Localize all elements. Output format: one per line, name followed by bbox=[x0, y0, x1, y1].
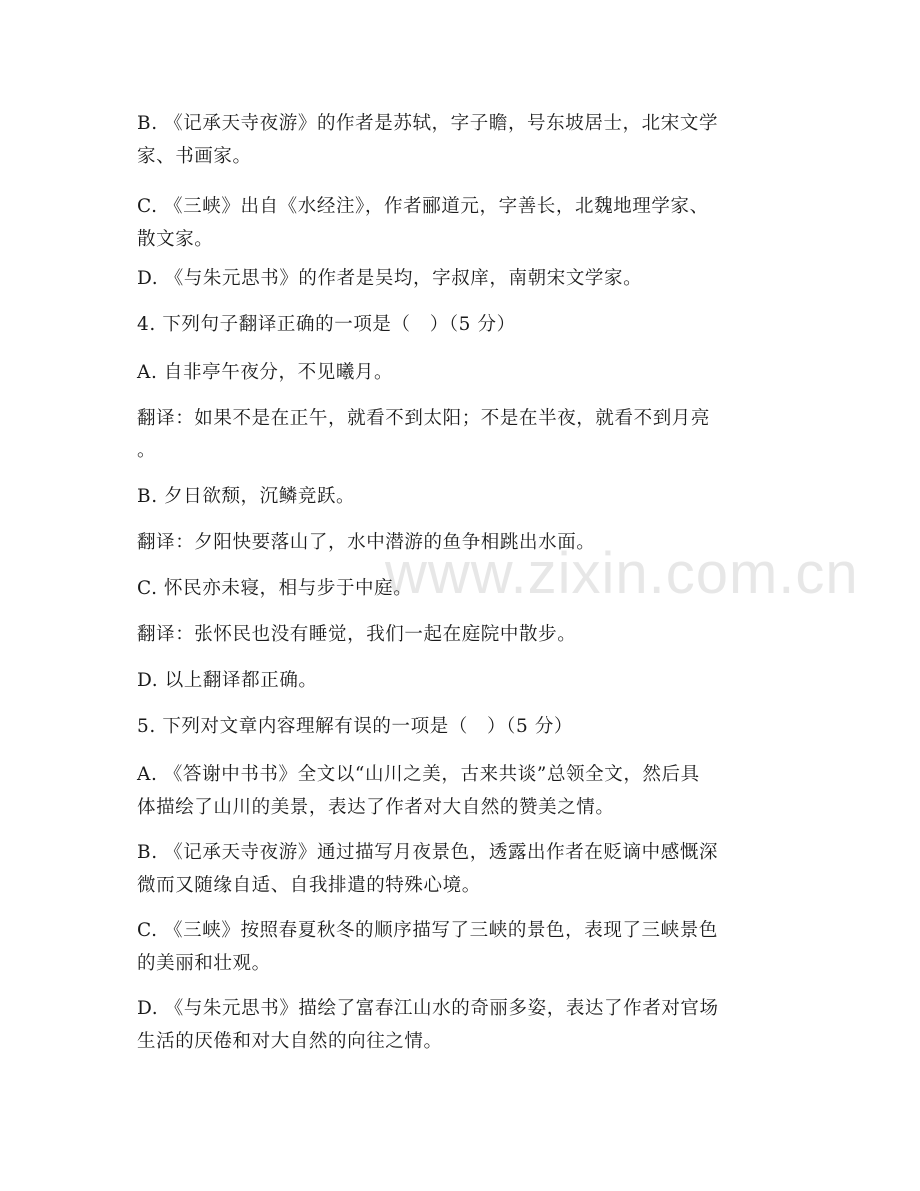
q4-translation-c: 翻译：张怀民也没有睡觉，我们一起在庭院中散步。 bbox=[137, 624, 577, 645]
option-c-line-1: C. 《三峡》出自《水经注》，作者郦道元，字善长，北魏地理学家、 bbox=[137, 196, 709, 217]
question-5-title: 5. 下列对文章内容理解有误的一项是（ ）（5 分） bbox=[137, 716, 574, 737]
q5-option-b-line-1: B. 《记承天寺夜游》通过描写月夜景色，透露出作者在贬谪中感慨深 bbox=[137, 842, 719, 863]
q5-option-d-line-1: D. 《与朱元思书》描绘了富春江山水的奇丽多姿，表达了作者对官场 bbox=[137, 998, 719, 1019]
q4-translation-b: 翻译：夕阳快要落山了，水中潜游的鱼争相跳出水面。 bbox=[137, 532, 596, 553]
q4-option-c: C. 怀民亦未寝，相与步于中庭。 bbox=[137, 578, 413, 599]
option-b-line-2: 家、书画家。 bbox=[137, 146, 252, 167]
q4-option-a: A. 自非亭午夜分，不见曦月。 bbox=[137, 362, 394, 383]
option-d-line: D. 《与朱元思书》的作者是吴均，字叔庠，南朝宋文学家。 bbox=[137, 268, 643, 289]
q5-option-a-line-1: A. 《答谢中书书》全文以“山川之美，古来共谈”总领全文，然后具 bbox=[137, 764, 700, 785]
q5-option-a-line-2: 体描绘了山川的美景，表达了作者对大自然的赞美之情。 bbox=[137, 797, 615, 818]
q5-option-c-line-1: C. 《三峡》按照春夏秋冬的顺序描写了三峡的景色，表现了三峡景色 bbox=[137, 920, 718, 941]
question-4-title: 4. 下列句子翻译正确的一项是（ ）（5 分） bbox=[137, 314, 516, 335]
q4-option-b: B. 夕日欲颓，沉鳞竞跃。 bbox=[137, 486, 356, 507]
option-b-line-1: B. 《记承天寺夜游》的作者是苏轼，字子瞻，号东坡居士，北宋文学 bbox=[137, 113, 719, 134]
q4-translation-a-line-1: 翻译：如果不是在正午，就看不到太阳；不是在半夜，就看不到月亮 bbox=[137, 408, 711, 429]
q5-option-c-line-2: 的美丽和壮观。 bbox=[137, 953, 271, 974]
watermark: www.zixin.com.cn bbox=[385, 541, 859, 606]
q5-option-d-line-2: 生活的厌倦和对大自然的向往之情。 bbox=[137, 1031, 443, 1052]
q4-option-d: D. 以上翻译都正确。 bbox=[137, 670, 318, 691]
q4-translation-a-line-2: 。 bbox=[137, 440, 157, 461]
option-c-line-2: 散文家。 bbox=[137, 229, 214, 250]
q5-option-b-line-2: 微而又随缘自适、自我排遣的特殊心境。 bbox=[137, 875, 481, 896]
